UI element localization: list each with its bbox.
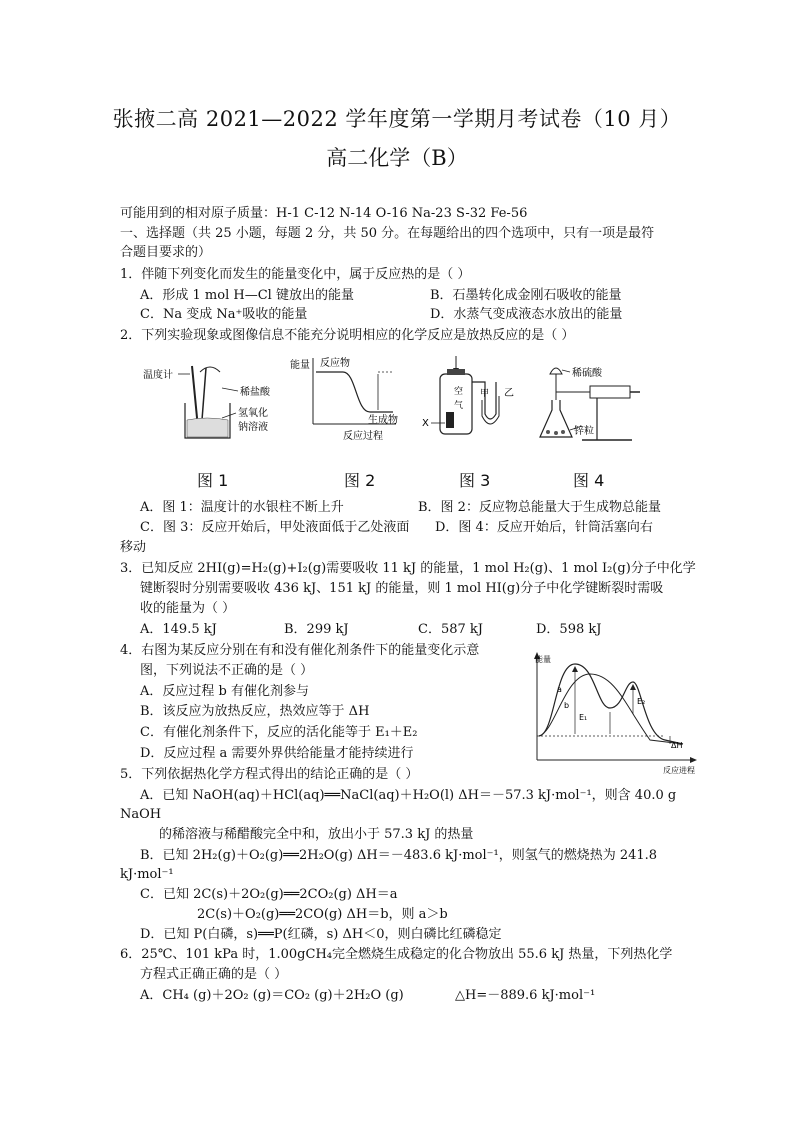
q4-fig-e1-label: E₁ [579,713,588,722]
q5-option-b-line2: kJ·mol⁻¹ [120,867,174,882]
q3-stem-line3: 收的能量为（ ） [140,601,236,616]
q4-stem-line2: 图，下列说法不正确的是（ ） [140,663,314,678]
q1-option-c: C．Na 变成 Na⁺吸收的能量 [140,307,308,322]
q5-option-c-line2: 2C(s)＋O₂(g)══2CO(g) ΔH＝b，则 a＞b [197,907,448,922]
q4-catalyst-energy-diagram [515,648,700,776]
fig3-x-label: X [422,418,429,429]
q5-option-c-line1: C．已知 2C(s)＋2O₂(g)══2CO₂(g) ΔH＝a [140,887,398,902]
q4-fig-progress-label: 反应进程 [663,766,695,775]
fig3-yi-label: 乙 [504,388,514,399]
fig1-acid-label: 稀盐酸 [240,387,270,398]
q4-fig-curve-a-label: a [557,685,562,694]
q2-option-d: D．图 4：反应开始后，针筒活塞向右 [435,520,653,535]
figure-3-caption: 图 3 [459,471,491,490]
fig1-thermometer-label: 温度计 [143,370,173,381]
fig4-acid-label: 稀硫酸 [572,368,602,379]
q6-stem-line1: 6．25℃、101 kPa 时，1.00gCH₄完全燃烧生成稳定的化合物放出 55.6 kJ 热量，下列热化学 [120,947,673,962]
q4-option-c: C．有催化剂条件下，反应的活化能等于 E₁＋E₂ [140,725,418,740]
fig3-jia-label: 甲 [480,389,490,399]
fig2-reactant-label: 反应物 [320,358,350,369]
q5-option-d: D．已知 P(白磷，s)══P(红磷，s) ΔH＜0，则白磷比红磷稳定 [140,927,502,942]
fig1-naoh-label-2: 钠溶液 [238,422,268,433]
q2-stem: 2．下列实验现象或图像信息不能充分说明相应的化学反应是放热反应的是（ ） [120,328,575,343]
q6-stem-line2: 方程式正确正确的是（ ） [140,967,288,982]
q2-option-c: C．图 3：反应开始后，甲处液面低于乙处液面 [140,520,410,535]
figure-4-caption: 图 4 [573,471,605,490]
section-heading-cont: 合题目要求的） [120,245,212,260]
q5-option-a-line3: 的稀溶液与稀醋酸完全中和，放出小于 57.3 kJ 的热量 [159,827,474,842]
q4-option-b: B．该反应为放热反应，热效应等于 ΔH [140,704,370,719]
q1-option-a: A．形成 1 mol H—Cl 键放出的能量 [140,288,354,303]
q4-fig-e2-label: E₂ [637,697,646,706]
fig2-product-label: 生成物 [368,415,398,426]
q2-option-a: A．图 1：温度计的水银柱不断上升 [140,500,344,515]
q6-option-a: A．CH₄ (g)＋2O₂ (g)＝CO₂ (g)＋2H₂O (g) [140,988,404,1003]
q4-fig-energy-label: 能量 [535,655,551,664]
q4-stem-line1: 4．右图为某反应分别在有和没有催化剂条件下的能量变化示意 [120,643,480,658]
figure-4-flask-syringe [532,352,652,447]
q1-stem: 1．伴随下列变化而发生的能量变化中，属于反应热的是（ ） [120,267,471,282]
figure-1-thermometer-beaker [140,358,280,443]
q6-option-a-dh: △H=－889.6 kJ·mol⁻¹ [455,988,596,1003]
q3-stem-line2: 键断裂时分别需要吸收 436 kJ、151 kJ 的能量，则 1 mol HI(g)分子中化学键断裂时需吸 [140,581,664,596]
q5-option-b-line1: B．已知 2H₂(g)＋O₂(g)══2H₂O(g) ΔH＝－483.6 kJ·mol⁻¹，则氢气的燃烧热为 241.8 [140,848,658,863]
q5-option-a-line1: A．已知 NaOH(aq)＋HCl(aq)══NaCl(aq)＋H₂O(l) ΔH＝－57.3 kJ·mol⁻¹，则含 40.0 g [140,788,677,803]
q1-option-b: B．石墨转化成金刚石吸收的能量 [430,288,622,303]
section-heading: 一、选择题（共 25 小题，每题 2 分，共 50 分。在每题给出的四个选项中，只有一项是最符 [120,226,655,241]
q2-option-b: B．图 2：反应物总能量大于生成物总能量 [418,500,661,515]
fig4-zinc-label: 锌粒 [574,426,594,437]
q2-option-d-cont: 移动 [120,540,147,555]
q4-option-d: D．反应过程 a 需要外界供给能量才能持续进行 [140,746,414,761]
figure-2-caption: 图 2 [344,471,376,490]
figure-3-u-tube [420,352,530,447]
q3-option-b: B．299 kJ [284,622,349,637]
fig2-progress-label: 反应过程 [343,431,383,442]
exam-title: 张掖二高 2021—2022 学年度第一学期月考试卷（10 月） [112,107,682,131]
q4-fig-curve-b-label: b [564,701,570,710]
fig2-energy-label: 能量 [290,360,310,371]
q4-option-a: A．反应过程 b 有催化剂参与 [140,684,309,699]
q4-fig-dh-label: ΔH [671,741,683,750]
q3-option-c: C．587 kJ [418,622,483,637]
q3-stem-line1: 3．已知反应 2HI(g)=H₂(g)+I₂(g)需要吸收 11 kJ 的能量，1 mol H₂(g)、1 mol I₂(g)分子中化学 [120,561,696,576]
fig1-naoh-label-1: 氢氧化 [238,408,268,419]
atomic-masses: 可能用到的相对原子质量：H-1 C-12 N-14 O-16 Na-23 S-32 Fe-56 [120,206,528,221]
fig3-air-label-1: 空 [454,387,464,397]
figure-2-energy-diagram [288,352,398,447]
exam-subtitle: 高二化学（B） [326,146,468,170]
q5-stem: 5．下列依据热化学方程式得出的结论正确的是（ ） [120,767,419,782]
figure-1-caption: 图 1 [197,471,229,490]
q3-option-d: D．598 kJ [536,622,602,637]
q5-option-a-line2: NaOH [120,807,162,822]
q1-option-d: D．水蒸气变成液态水放出的能量 [430,307,623,322]
fig3-air-label-2: 气 [454,401,464,411]
q3-option-a: A．149.5 kJ [140,622,217,637]
